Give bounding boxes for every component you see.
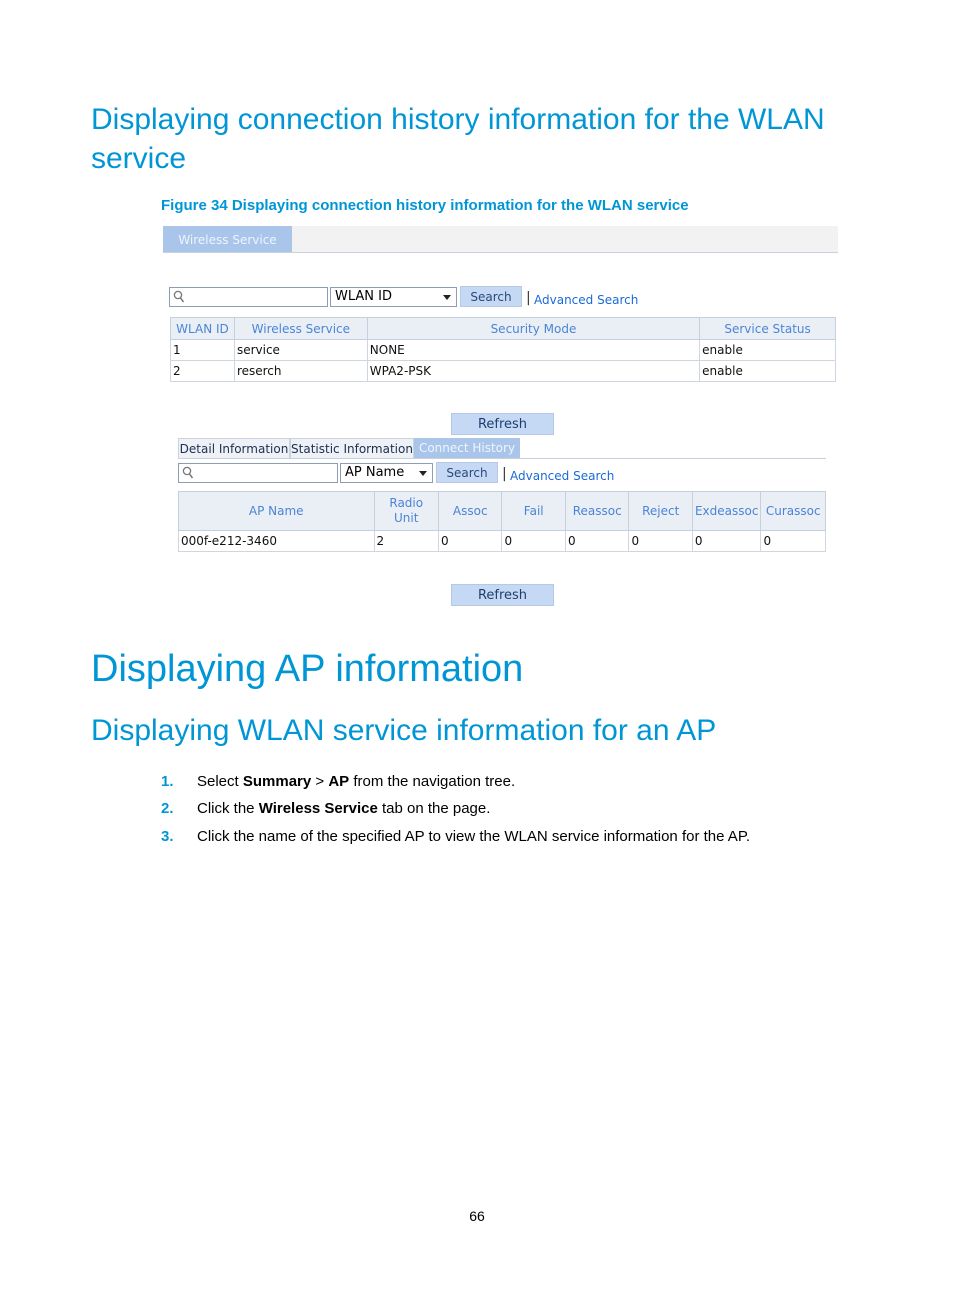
- search-input[interactable]: [169, 287, 328, 307]
- step-text-part: Click the: [197, 800, 259, 817]
- separator: |: [502, 466, 507, 482]
- tab-detail-information[interactable]: Detail Information: [178, 438, 290, 458]
- figure-caption: Figure 34 Displaying connection history information for the WLAN service: [161, 197, 689, 214]
- step-text-part: >: [311, 773, 329, 790]
- table-row: [171, 361, 836, 382]
- step-text-part: Select: [197, 773, 243, 790]
- separator: |: [526, 290, 531, 306]
- step-number: 3.: [161, 828, 174, 845]
- table-cell: service: [234, 340, 367, 361]
- table-cell: 0: [761, 531, 826, 552]
- search-input[interactable]: [178, 463, 338, 483]
- table-row: [179, 531, 826, 552]
- wlan-service-table: [170, 317, 836, 382]
- column-header[interactable]: Security Mode: [367, 318, 699, 340]
- table-cell: enable: [700, 340, 836, 361]
- table-cell: 000f-e212-3460: [179, 531, 375, 552]
- table-row: [171, 340, 836, 361]
- table-cell: WPA2-PSK: [367, 361, 699, 382]
- column-header[interactable]: Radio Unit: [374, 492, 438, 531]
- step-number: 1.: [161, 773, 174, 790]
- chevron-down-icon: [443, 295, 451, 300]
- table-cell: 0: [502, 531, 565, 552]
- column-header[interactable]: Fail: [502, 492, 565, 531]
- step-text: [197, 772, 515, 792]
- field-select[interactable]: [330, 287, 457, 307]
- wlan-id-link[interactable]: 1: [171, 340, 235, 361]
- column-header[interactable]: Wireless Service: [234, 318, 367, 340]
- chapter-title: Displaying AP information: [91, 648, 524, 690]
- step-text-part: from the navigation tree.: [349, 773, 516, 790]
- refresh-button[interactable]: Refresh: [451, 413, 554, 435]
- table-cell: 2: [374, 531, 438, 552]
- step-number: 2.: [161, 800, 174, 817]
- search-button[interactable]: Search: [436, 462, 498, 483]
- table-cell: reserch: [234, 361, 367, 382]
- step-text: [197, 799, 490, 819]
- table-cell: 0: [438, 531, 501, 552]
- advanced-search-link[interactable]: Advanced Search: [510, 469, 615, 483]
- connect-history-table: [178, 491, 826, 552]
- ui-term: AP: [328, 773, 350, 790]
- column-header[interactable]: WLAN ID: [171, 318, 235, 340]
- tab-wireless-service[interactable]: Wireless Service: [163, 226, 292, 252]
- search-icon: [182, 466, 194, 480]
- column-header[interactable]: Exdeassoc: [692, 492, 761, 531]
- step-text-part: tab on the page.: [377, 800, 491, 817]
- ui-term: Wireless Service: [258, 800, 378, 817]
- subsection-title: Displaying WLAN service information for an AP: [91, 714, 717, 747]
- tab-connect-history[interactable]: Connect History: [414, 438, 520, 458]
- advanced-search-link[interactable]: Advanced Search: [534, 293, 639, 307]
- column-header[interactable]: Reassoc: [565, 492, 628, 531]
- chevron-down-icon: [419, 471, 427, 476]
- section-heading: Displaying connection history information for the WLAN service: [91, 103, 825, 175]
- search-button[interactable]: Search: [460, 286, 522, 307]
- refresh-button[interactable]: Refresh: [451, 584, 554, 606]
- field-select[interactable]: [340, 463, 433, 483]
- table-cell: NONE: [367, 340, 699, 361]
- search-icon: [173, 290, 185, 304]
- step-text: Click the name of the specified AP to view the WLAN service information for the AP.: [197, 828, 751, 845]
- table-cell: 0: [629, 531, 692, 552]
- wireless-tab-strip: [163, 226, 838, 253]
- column-header[interactable]: Reject: [629, 492, 692, 531]
- table-cell: enable: [700, 361, 836, 382]
- table-cell: 0: [565, 531, 628, 552]
- subtab-strip: [178, 438, 826, 459]
- ui-term: Summary: [242, 773, 312, 790]
- column-header[interactable]: AP Name: [179, 492, 375, 531]
- column-header[interactable]: Assoc: [438, 492, 501, 531]
- field-select-value: WLAN ID: [335, 289, 392, 304]
- tab-statistic-information[interactable]: Statistic Information: [290, 438, 414, 458]
- wlan-id-link[interactable]: 2: [171, 361, 235, 382]
- table-cell: 0: [692, 531, 761, 552]
- field-select-value: AP Name: [345, 465, 405, 480]
- page-number: 66: [469, 1208, 485, 1224]
- column-header[interactable]: Curassoc: [761, 492, 826, 531]
- column-header[interactable]: Service Status: [700, 318, 836, 340]
